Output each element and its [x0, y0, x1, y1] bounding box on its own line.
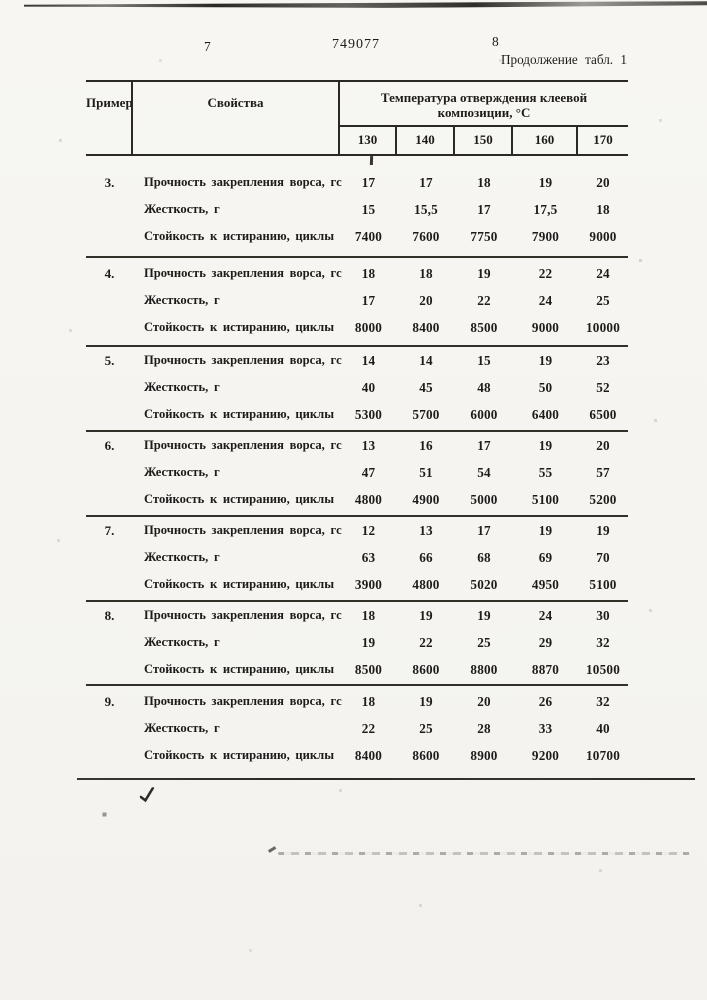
temperature-column-header: 140 — [397, 127, 455, 154]
smudge-start-mark — [268, 846, 276, 852]
property-label: Прочность закрепления ворса, гс — [144, 438, 342, 452]
table-row — [86, 517, 628, 544]
value-cell: 22 — [538, 266, 553, 281]
value-cell: 33 — [538, 721, 553, 736]
property-label: Жесткость, г — [144, 202, 220, 216]
value-cell: 12 — [361, 523, 376, 538]
value-cell: 5100 — [589, 577, 617, 592]
value-cell: 50 — [538, 380, 553, 395]
value-cell: 9000 — [589, 229, 617, 244]
value-cell: 69 — [538, 550, 553, 565]
value-cell: 4900 — [412, 492, 440, 507]
example-number: 3. — [104, 175, 115, 190]
example-number — [86, 715, 133, 742]
property-label: Стойкость к истиранию, циклы — [144, 492, 335, 506]
table-row — [86, 629, 628, 656]
temperature-column-header: 150 — [455, 127, 513, 154]
value-cell: 40 — [361, 380, 376, 395]
value-cell: 17 — [419, 175, 433, 190]
property-label: Прочность закрепления ворса, гс — [144, 694, 342, 708]
value-cell: 30 — [596, 608, 610, 623]
value-cell: 17 — [361, 175, 376, 190]
properties-table — [86, 80, 628, 778]
value-cell: 32 — [596, 694, 610, 709]
property-label: Жесткость, г — [144, 635, 220, 649]
value-cell: 18 — [361, 694, 376, 709]
page-number-left: 7 — [204, 39, 212, 54]
property-label: Жесткость, г — [144, 380, 220, 394]
value-cell: 51 — [419, 465, 433, 480]
table-continuation-label: Продолжение табл. 1 — [500, 52, 627, 67]
header-example: Пример — [86, 82, 133, 154]
value-cell: 6500 — [589, 407, 617, 422]
table-row — [86, 459, 628, 486]
temperature-column-header: 160 — [513, 127, 578, 154]
example-number — [86, 571, 133, 598]
property-label: Прочность закрепления ворса, гс — [144, 608, 342, 622]
value-cell: 15 — [361, 202, 376, 217]
table-row — [86, 374, 628, 401]
table-row — [86, 260, 628, 287]
value-cell: 45 — [419, 380, 433, 395]
value-cell: 13 — [361, 438, 376, 453]
value-cell: 19 — [538, 438, 553, 453]
table-row — [86, 742, 628, 769]
value-cell: 14 — [419, 353, 433, 368]
example-number — [86, 374, 133, 401]
value-cell: 10000 — [586, 320, 620, 335]
header-properties: Свойства — [133, 82, 340, 154]
example-group — [86, 686, 628, 778]
value-cell: 18 — [361, 266, 376, 281]
example-number — [86, 486, 133, 513]
value-cell: 52 — [596, 380, 610, 395]
example-number: 7. — [104, 523, 115, 538]
value-cell: 8900 — [470, 748, 498, 763]
value-cell: 26 — [538, 694, 553, 709]
value-cell: 19 — [477, 608, 491, 623]
value-cell: 70 — [596, 550, 610, 565]
value-cell: 22 — [419, 635, 433, 650]
value-cell: 10700 — [586, 748, 620, 763]
table-row — [86, 571, 628, 598]
table-row — [86, 486, 628, 513]
example-number — [86, 314, 133, 341]
stray-ink-mark — [370, 156, 373, 165]
property-label: Жесткость, г — [144, 550, 220, 564]
example-number: 8. — [104, 608, 115, 623]
example-group — [86, 602, 628, 686]
value-cell: 7400 — [354, 229, 383, 244]
example-number — [86, 656, 133, 683]
value-cell: 5020 — [470, 577, 498, 592]
value-cell: 18 — [477, 175, 491, 190]
value-cell: 20 — [596, 175, 610, 190]
value-cell: 32 — [596, 635, 610, 650]
table-row — [86, 169, 628, 196]
value-cell: 15 — [477, 353, 491, 368]
value-cell: 8500 — [354, 662, 383, 677]
table-row — [86, 401, 628, 428]
example-number — [86, 196, 133, 223]
value-cell: 13 — [419, 523, 433, 538]
value-cell: 54 — [477, 465, 491, 480]
value-cell: 22 — [361, 721, 376, 736]
value-cell: 4800 — [354, 492, 383, 507]
value-cell: 6000 — [470, 407, 498, 422]
value-cell: 17 — [477, 438, 491, 453]
value-cell: 15,5 — [414, 202, 438, 217]
example-number — [86, 287, 133, 314]
value-cell: 19 — [419, 694, 433, 709]
example-group — [86, 258, 628, 347]
value-cell: 57 — [596, 465, 610, 480]
value-cell: 17 — [477, 202, 491, 217]
example-number — [86, 629, 133, 656]
example-number: 5. — [104, 353, 115, 368]
example-number — [86, 544, 133, 571]
example-number: 4. — [104, 266, 115, 281]
header-temperature-columns — [340, 125, 628, 154]
value-cell: 22 — [477, 293, 491, 308]
temperature-column-header: 170 — [593, 132, 613, 147]
value-cell: 18 — [419, 266, 433, 281]
value-cell: 8500 — [470, 320, 498, 335]
value-cell: 17,5 — [533, 202, 558, 217]
value-cell: 19 — [538, 175, 553, 190]
value-cell: 6400 — [531, 407, 560, 422]
pen-checkmark-artifact — [139, 787, 157, 808]
value-cell: 8400 — [412, 320, 440, 335]
value-cell: 29 — [538, 635, 553, 650]
value-cell: 7900 — [531, 229, 560, 244]
example-number — [86, 742, 133, 769]
property-label: Жесткость, г — [144, 721, 220, 735]
value-cell: 63 — [361, 550, 376, 565]
value-cell: 40 — [596, 721, 610, 736]
value-cell: 20 — [596, 438, 610, 453]
table-row — [86, 287, 628, 314]
example-number — [86, 223, 133, 250]
example-number — [86, 401, 133, 428]
value-cell: 18 — [361, 608, 376, 623]
page-number-right: 8 — [492, 34, 500, 49]
table-row — [86, 656, 628, 683]
value-cell: 3900 — [354, 577, 383, 592]
value-cell: 24 — [596, 266, 610, 281]
example-number: 6. — [104, 438, 115, 453]
value-cell: 25 — [596, 293, 610, 308]
header-temperature-title: Температура отверждения клеевой композиции, °С — [380, 90, 588, 120]
value-cell: 8600 — [412, 748, 440, 763]
document-number: 749077 — [332, 37, 380, 52]
value-cell: 8000 — [354, 320, 383, 335]
value-cell: 24 — [538, 293, 553, 308]
value-cell: 68 — [477, 550, 491, 565]
table-row — [86, 223, 628, 250]
example-group — [86, 156, 628, 258]
value-cell: 23 — [596, 353, 610, 368]
example-number: 9. — [104, 694, 115, 709]
value-cell: 18 — [596, 202, 610, 217]
value-cell: 5700 — [412, 407, 440, 422]
value-cell: 24 — [538, 608, 553, 623]
value-cell: 9000 — [531, 320, 560, 335]
table-row — [86, 314, 628, 341]
property-label: Прочность закрепления ворса, гс — [144, 523, 342, 537]
value-cell: 9200 — [531, 748, 560, 763]
value-cell: 55 — [538, 465, 553, 480]
value-cell: 48 — [477, 380, 491, 395]
table-header — [86, 80, 628, 156]
value-cell: 16 — [419, 438, 433, 453]
property-label: Прочность закрепления ворса, гс — [144, 266, 342, 280]
value-cell: 19 — [361, 635, 376, 650]
property-label: Стойкость к истиранию, циклы — [144, 229, 335, 243]
header-temperature-group — [340, 82, 628, 154]
value-cell: 28 — [477, 721, 491, 736]
example-group — [86, 517, 628, 602]
value-cell: 10500 — [586, 662, 620, 677]
value-cell: 4950 — [531, 577, 560, 592]
scan-noise-dots — [0, 0, 1, 1]
scan-smudge-line — [278, 852, 690, 855]
property-label: Стойкость к истиранию, циклы — [144, 748, 335, 762]
value-cell: 25 — [477, 635, 491, 650]
value-cell: 7750 — [470, 229, 498, 244]
property-label: Прочность закрепления ворса, гс — [144, 353, 342, 367]
value-cell: 17 — [477, 523, 491, 538]
value-cell: 5200 — [589, 492, 617, 507]
value-cell: 19 — [419, 608, 433, 623]
value-cell: 47 — [361, 465, 376, 480]
property-label: Стойкость к истиранию, циклы — [144, 577, 335, 591]
property-label: Жесткость, г — [144, 465, 220, 479]
value-cell: 25 — [419, 721, 433, 736]
value-cell: 8870 — [531, 662, 560, 677]
value-cell: 20 — [419, 293, 433, 308]
value-cell: 19 — [596, 523, 610, 538]
table-row — [86, 196, 628, 223]
value-cell: 7600 — [412, 229, 440, 244]
value-cell: 8600 — [412, 662, 440, 677]
table-row — [86, 715, 628, 742]
table-body — [86, 156, 628, 778]
value-cell: 14 — [361, 353, 376, 368]
property-label: Жесткость, г — [144, 293, 220, 307]
value-cell: 5100 — [531, 492, 560, 507]
temperature-column-header: 130 — [340, 127, 397, 154]
example-number — [86, 459, 133, 486]
table-row — [86, 602, 628, 629]
scan-edge-artifact — [24, 1, 707, 9]
value-cell: 66 — [419, 550, 433, 565]
value-cell: 8800 — [470, 662, 498, 677]
value-cell: 17 — [361, 293, 376, 308]
value-cell: 20 — [477, 694, 491, 709]
table-row — [86, 688, 628, 715]
value-cell: 5000 — [470, 492, 498, 507]
example-group — [86, 347, 628, 432]
value-cell: 5300 — [354, 407, 383, 422]
example-group — [86, 432, 628, 517]
table-row — [86, 432, 628, 459]
property-label: Стойкость к истиранию, циклы — [144, 662, 335, 676]
table-row — [86, 347, 628, 374]
value-cell: 19 — [538, 523, 553, 538]
table-row — [86, 544, 628, 571]
value-cell: 19 — [477, 266, 491, 281]
property-label: Прочность закрепления ворса, гс — [144, 175, 342, 189]
value-cell: 8400 — [354, 748, 383, 763]
value-cell: 19 — [538, 353, 553, 368]
value-cell: 4800 — [412, 577, 440, 592]
property-label: Стойкость к истиранию, циклы — [144, 407, 335, 421]
property-label: Стойкость к истиранию, циклы — [144, 320, 335, 334]
